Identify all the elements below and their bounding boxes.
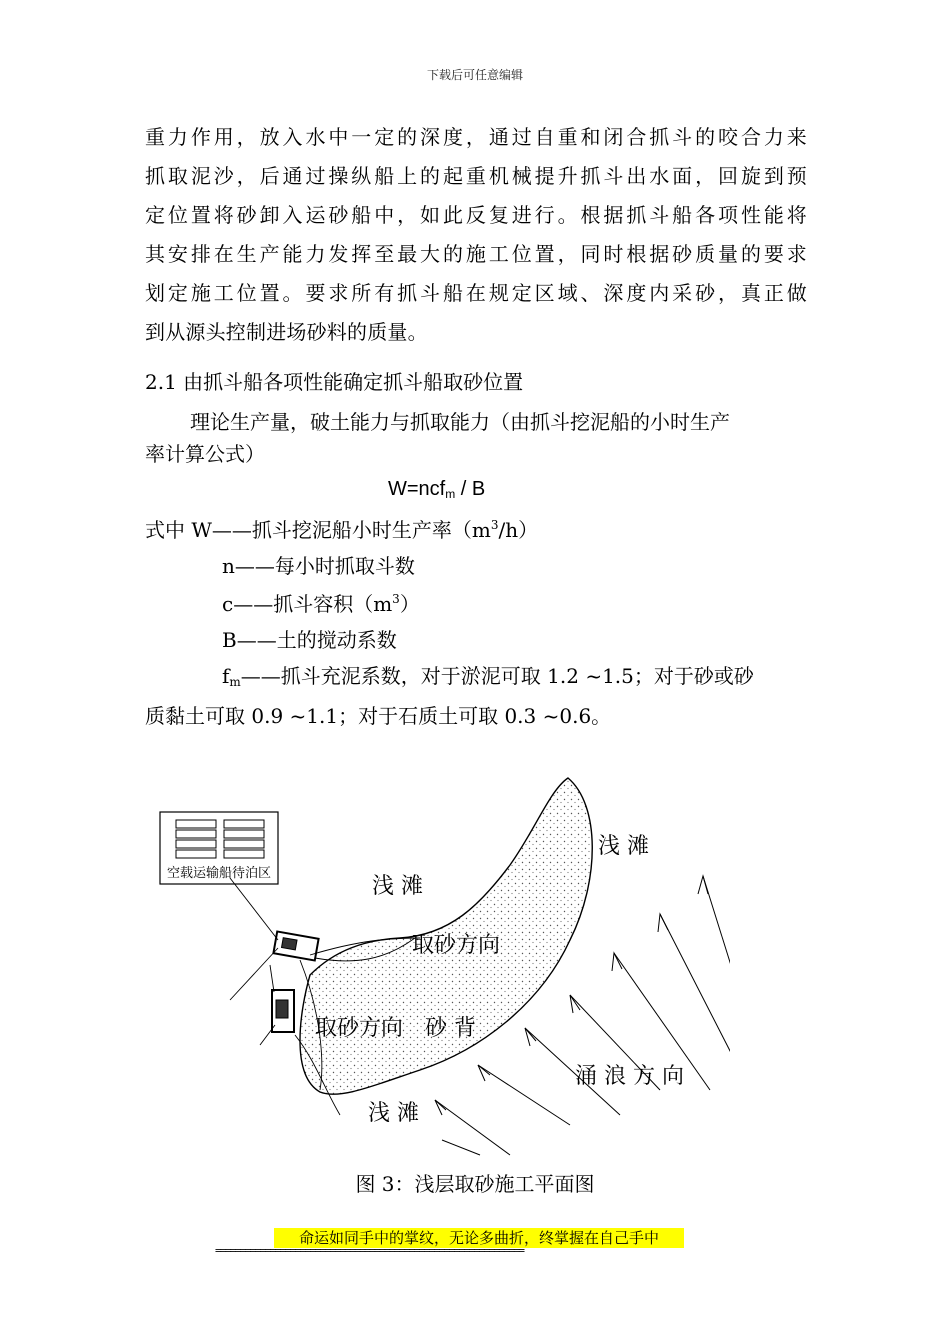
paragraph-line: 重力作用，放入水中一定的深度，通过自重和闭合抓斗的咬合力来 <box>145 125 807 149</box>
shoal-label: 浅 滩 <box>368 1101 419 1126</box>
definition-f-continued: 质黏土可取 0.9 ~1.1；对于石质土可取 0.3 ~0.6。 <box>145 704 612 728</box>
footer-motto: 命运如同手中的掌纹，无论多曲折，终掌握在自己手中 <box>274 1228 684 1248</box>
sandbar-label: 砂 背 <box>425 1016 476 1041</box>
figure-caption: 图 3：浅层取砂施工平面图 <box>355 1172 595 1196</box>
definition-n: n——每小时抓取斗数 <box>222 554 415 578</box>
paragraph-line: 到从源头控制进场砂料的质量。 <box>145 320 428 344</box>
construction-plan-figure <box>150 770 730 1165</box>
intro-line: 理论生产量，破土能力与抓取能力（由抓斗挖泥船的小时生产 <box>190 410 730 434</box>
shoal-label: 浅 滩 <box>598 834 649 859</box>
body-paragraph <box>145 118 807 352</box>
wave-direction-label: 涌 浪 方 向 <box>575 1064 684 1089</box>
dredger-2 <box>272 990 294 1032</box>
definition-b: B——土的搅动系数 <box>222 628 397 652</box>
sand-direction-label: 取砂方向 <box>412 933 501 958</box>
intro-line: 率计算公式） <box>145 442 265 466</box>
definition-w: 式中 W——抓斗挖泥船小时生产率$(m^3/h)$ <box>145 518 539 542</box>
formula: W=ncf$_m$ / B <box>388 478 486 501</box>
paragraph-line: 划定施工位置。要求所有抓斗船在规定区域、深度内采砂，真正做 <box>145 281 807 305</box>
definition-f: $f_m——$抓斗充泥系数，对于淤泥可取 1.2 ~1.5；对于砂或砂 <box>222 664 754 689</box>
page-header-note: 下载后可任意编辑 <box>426 68 523 82</box>
sand-direction-label: 取砂方向 <box>315 1016 404 1041</box>
paragraph-line: 定位置将砂卸入运砂船中，如此反复进行。根据抓斗船各项性能将 <box>145 203 807 227</box>
paragraph-line: 其安排在生产能力发挥至最大的施工位置，同时根据砂质量的要求 <box>145 242 807 266</box>
dredger-1 <box>273 932 318 961</box>
section-heading: 2.1 由抓斗船各项性能确定抓斗船取砂位置 <box>145 370 524 394</box>
paragraph-line: 抓取泥沙，后通过操纵船上的起重机械提升抓斗出水面，回旋到预 <box>145 164 807 188</box>
definition-c: c——抓斗容积$(m^3)$ <box>222 592 420 616</box>
shoal-label: 浅 滩 <box>372 874 423 899</box>
waiting-area-label: 空载运输船待泊区 <box>166 866 272 881</box>
footer-rule: ============================================================== <box>215 1244 524 1257</box>
